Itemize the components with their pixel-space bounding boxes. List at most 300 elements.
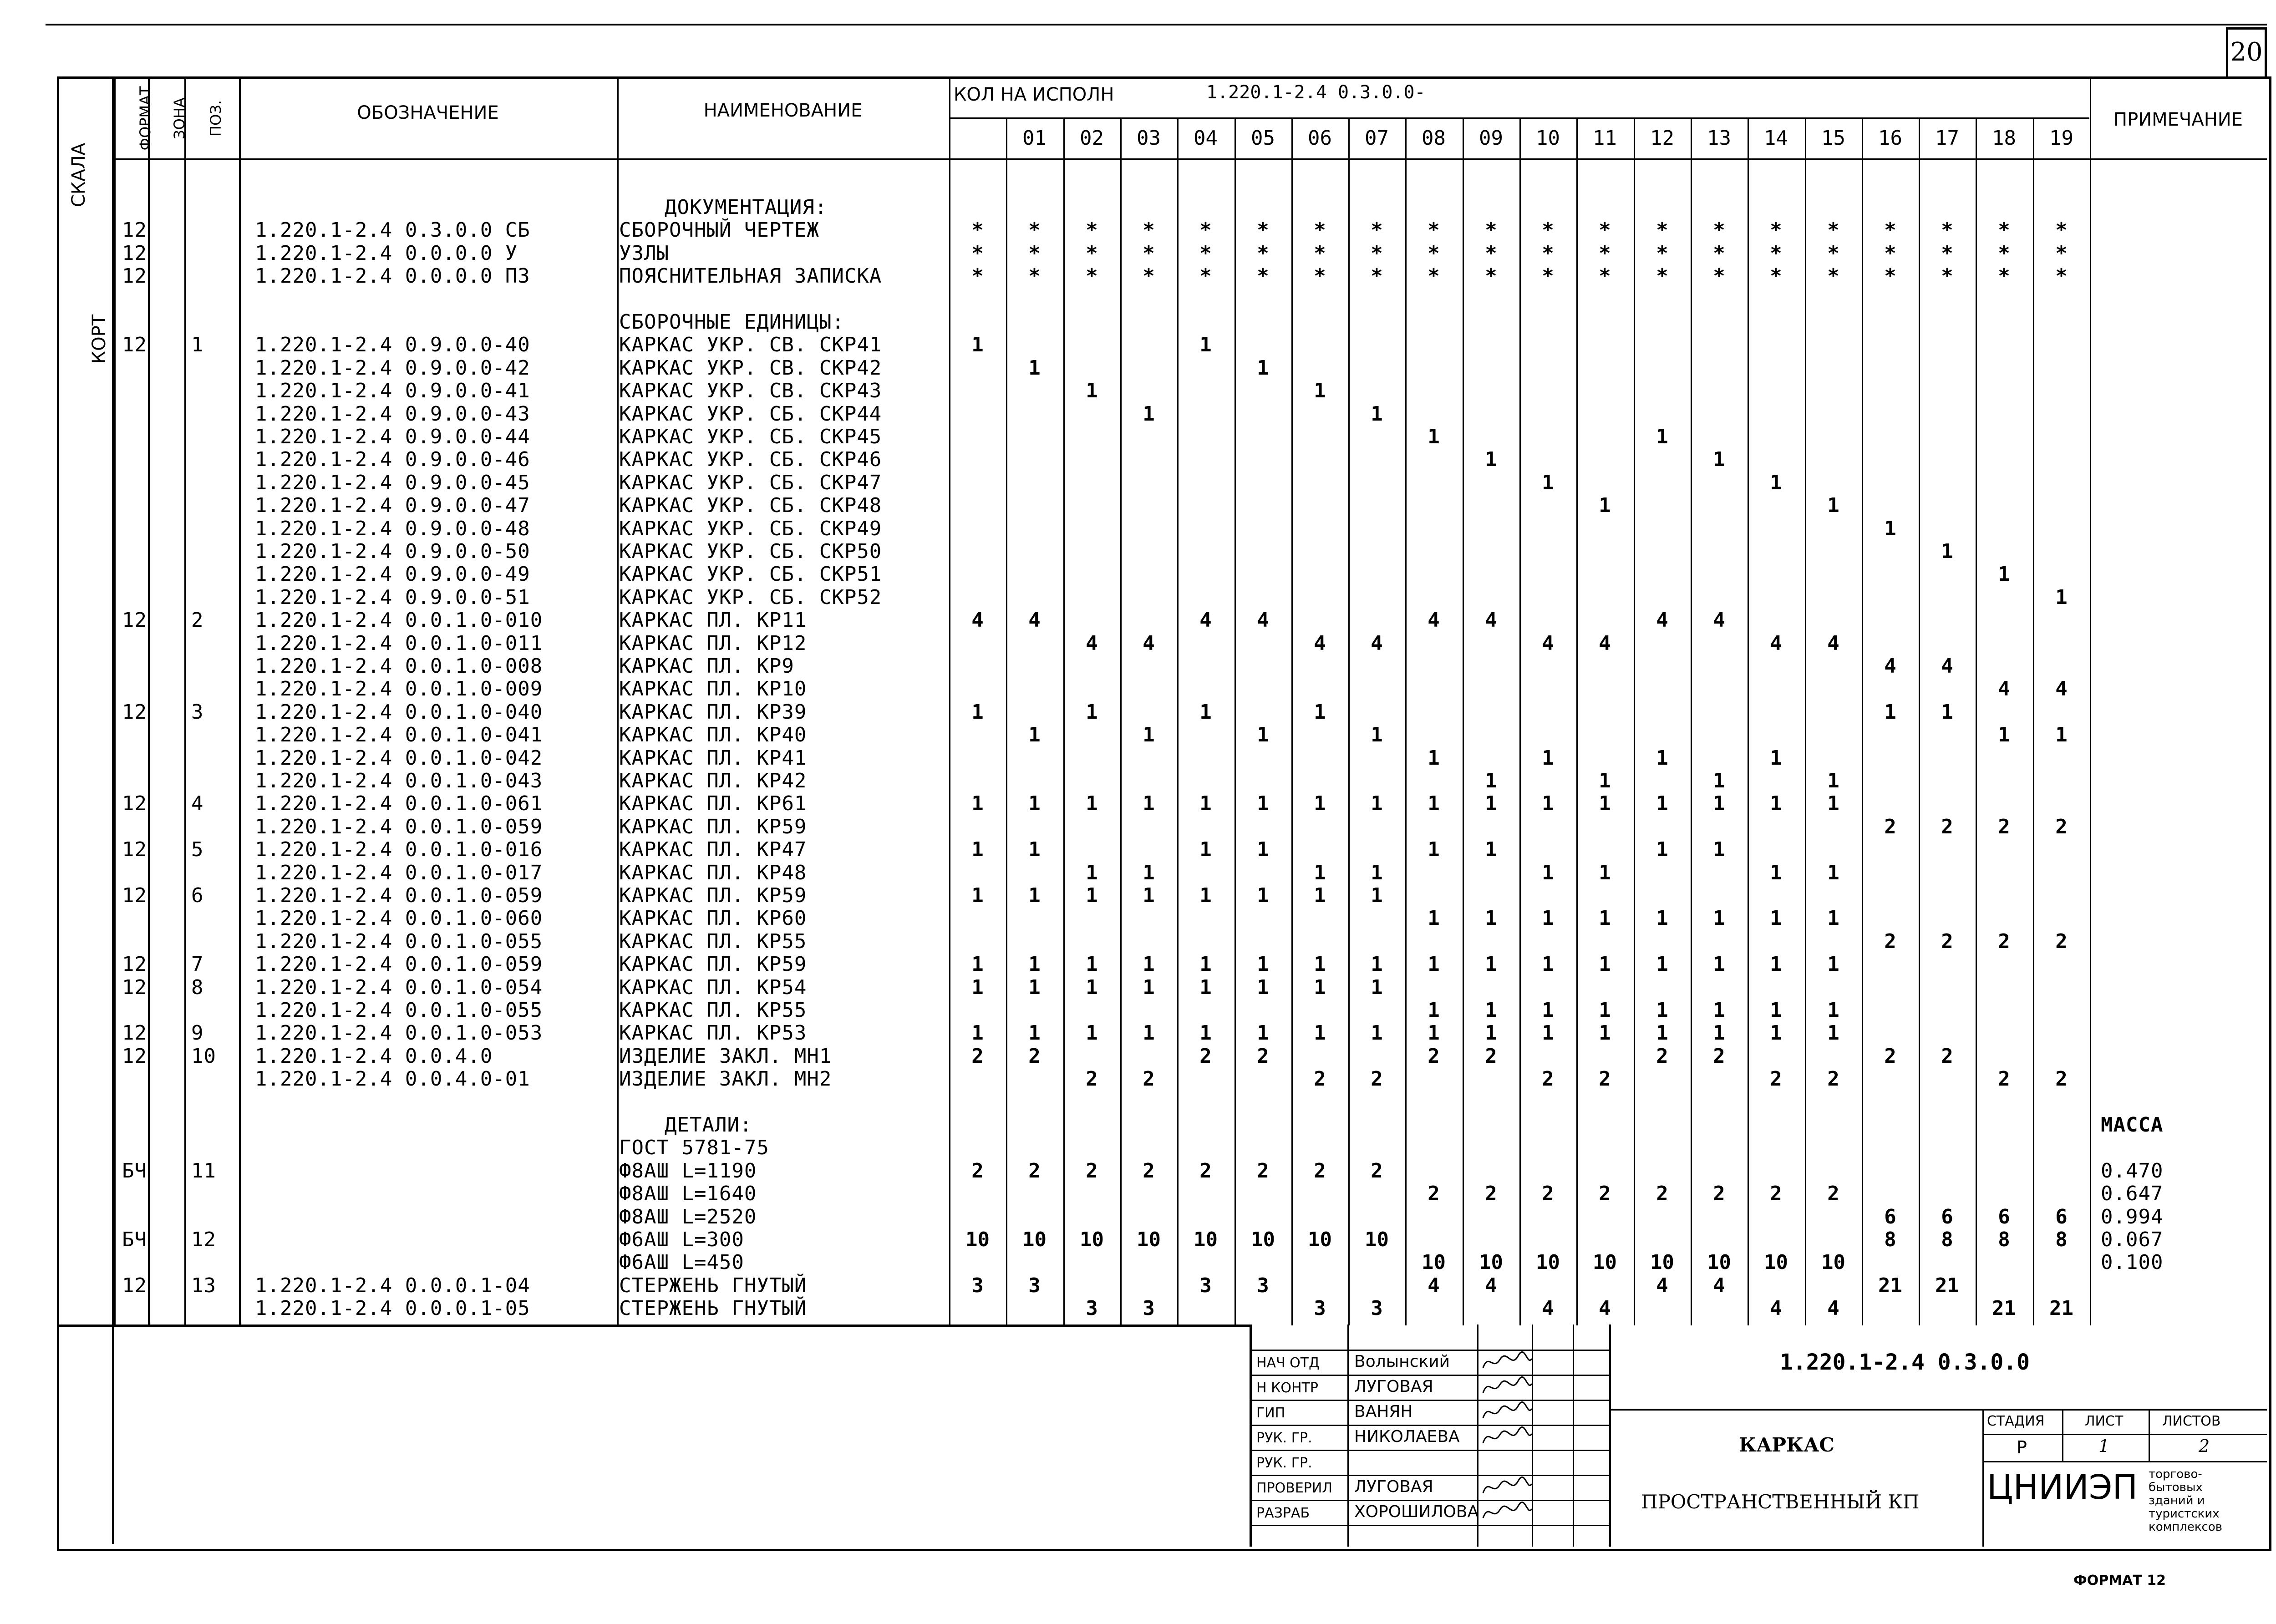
qty-cell: * [1143,218,1155,242]
row-designation: 1.220.1-2.4 0.9.0.0-47 [255,494,530,517]
qty-cell: 1 [1143,976,1155,999]
qty-cell: 10 [1194,1228,1218,1251]
row-designation: 1.220.1-2.4 0.0.1.0-016 [255,838,543,861]
qty-cell: * [1428,242,1440,265]
qty-cell: 1 [1028,953,1041,976]
qty-cell: 2 [1371,1067,1383,1091]
qty-cell: 2 [1314,1159,1326,1182]
header-note: ПРИМЕЧАНИЕ [2113,109,2243,130]
left-margin [55,78,114,1544]
qty-cell: 1 [1770,999,1782,1022]
row-name: СТЕРЖЕНЬ ГНУТЫЙ [619,1297,807,1320]
qty-cell: 1 [1314,379,1326,402]
qty-cell: * [1998,218,2010,242]
qty-cell: 1 [1827,999,1839,1022]
org-description-line: зданий и [2149,1494,2205,1507]
qty-cell: 1 [1086,953,1098,976]
qty-cell: 1 [1257,356,1269,380]
qty-cell: * [1713,218,1725,242]
qty-cell: * [971,242,984,265]
row-name: Ф8АШ L=2520 [619,1205,757,1228]
qty-cell: 1 [1656,746,1668,770]
qty-cell: * [1542,242,1554,265]
qty-cell: * [1656,218,1668,242]
qty-cell: 21 [1935,1274,1959,1297]
qty-cell: 1 [1713,1021,1725,1045]
qty-cell: 2 [971,1045,984,1068]
qty-cell: 2 [1428,1045,1440,1068]
qty-cell: 1 [1257,976,1269,999]
variant-header: 11 [1593,127,1617,150]
qty-cell: 1 [1314,700,1326,724]
qty-cell: 1 [1371,1021,1383,1045]
qty-cell: 1 [1656,792,1668,815]
qty-cell: 1 [1542,861,1554,884]
qty-cell: 1 [1199,333,1212,356]
qty-cell: 1 [1143,861,1155,884]
qty-cell: * [1028,242,1041,265]
qty-cell: 1 [1371,976,1383,999]
qty-cell: 3 [1028,1274,1041,1297]
qty-cell: * [1028,264,1041,288]
qty-cell: 10 [1479,1251,1503,1274]
qty-cell: 2 [1884,930,1896,953]
qty-cell: 1 [1713,769,1725,792]
top-rule [46,24,2267,25]
qty-cell: * [1371,218,1383,242]
qty-cell: 1 [1199,700,1212,724]
qty-cell: * [2055,242,2068,265]
signature [1479,1426,1534,1448]
qty-cell: * [1713,264,1725,288]
row-name: КАРКАС ПЛ. КР10 [619,677,807,700]
qty-cell: 4 [1713,1274,1725,1297]
qty-cell: 1 [1257,1021,1269,1045]
signer-name: ХОРОШИЛОВА [1354,1502,1479,1521]
qty-cell: 1 [1542,907,1554,930]
qty-cell: 1 [1713,448,1725,471]
row-name: ПОЯСНИТЕЛЬНАЯ ЗАПИСКА [619,264,882,288]
row-name: Ф8АШ L=1190 [619,1159,757,1182]
page-number-box: 20 [2226,27,2267,76]
row-name: КАРКАС ПЛ. КР11 [619,609,807,632]
sheet-label: ЛИСТ [2085,1413,2124,1429]
qty-cell: 1 [1028,356,1041,380]
row-name: КАРКАС ПЛ. КР59 [619,953,807,976]
qty-cell: * [1485,242,1497,265]
qty-cell: 1 [1199,976,1212,999]
row-designation: 1.220.1-2.4 0.0.1.0-042 [255,746,543,770]
qty-cell: 3 [1199,1274,1212,1297]
row-designation: 1.220.1-2.4 0.0.1.0-059 [255,884,543,907]
qty-cell: 2 [1542,1182,1554,1205]
qty-cell: * [1199,264,1212,288]
org-description-line: торгово- [2149,1467,2202,1481]
signer-role: Н КОНТР [1256,1380,1318,1396]
row-name: ДЕТАЛИ: [665,1113,752,1137]
qty-cell: 2 [1827,1182,1839,1205]
qty-cell: 1 [1028,976,1041,999]
qty-cell: 1 [1485,953,1497,976]
qty-cell: 1 [1485,1021,1497,1045]
qty-cell: * [2055,264,2068,288]
qty-cell: 1 [1371,402,1383,426]
stage-label: СТАДИЯ [1987,1413,2045,1429]
qty-cell: 1 [1827,907,1839,930]
qty-cell: 4 [1086,632,1098,655]
row-name: КАРКАС ПЛ. КР60 [619,907,807,930]
row-name: КАРКАС УКР. СБ. СКР48 [619,494,882,517]
qty-cell: 1 [1485,999,1497,1022]
row-designation: 1.220.1-2.4 0.0.1.0-059 [255,815,543,838]
qty-cell: * [1827,264,1839,288]
qty-cell: 10 [1764,1251,1788,1274]
row-format: 12 [122,792,147,815]
row-designation: 1.220.1-2.4 0.0.4.0-01 [255,1067,530,1091]
qty-cell: 1 [1827,792,1839,815]
qty-cell: * [1713,242,1725,265]
qty-cell: 2 [1143,1067,1155,1091]
qty-cell: 1 [1884,700,1896,724]
qty-cell: 2 [1485,1045,1497,1068]
row-designation: 1.220.1-2.4 0.0.0.0 ПЗ [255,264,530,288]
row-name: КАРКАС ПЛ. КР61 [619,792,807,815]
qty-cell: 1 [1143,402,1155,426]
qty-cell: 4 [1542,1297,1554,1320]
row-designation: 1.220.1-2.4 0.0.1.0-008 [255,655,543,678]
qty-cell: 4 [1998,677,2010,700]
qty-cell: 10 [1137,1228,1161,1251]
variant-header: 12 [1650,127,1674,150]
row-name: КАРКАС УКР. СБ. СКР50 [619,540,882,563]
qty-cell: 1 [1827,861,1839,884]
sheet-value: 1 [2098,1436,2110,1456]
variant-header: 07 [1365,127,1389,150]
qty-cell: 4 [1656,1274,1668,1297]
margin-label-b: КОРТ [89,314,110,364]
row-name: КАРКАС УКР. СБ. СКР51 [619,563,882,586]
row-pos: 3 [191,700,204,724]
row-name: КАРКАС УКР. СВ. СКР43 [619,379,882,402]
qty-cell: 1 [1428,953,1440,976]
qty-cell: 1 [1143,723,1155,746]
qty-cell: 10 [1308,1228,1332,1251]
qty-cell: 6 [2055,1205,2068,1228]
qty-cell: 21 [2049,1297,2073,1320]
header-qty-code: 1.220.1-2.4 0.3.0.0- [1206,82,1426,103]
qty-cell: 1 [1656,907,1668,930]
qty-cell: 1 [1713,999,1725,1022]
qty-cell: 1 [1998,723,2010,746]
header-designation: ОБОЗНАЧЕНИЕ [357,102,499,123]
org-description-line: бытовых [2149,1481,2203,1494]
qty-cell: 1 [1257,792,1269,815]
row-note: 0.470 [2101,1159,2164,1182]
qty-cell: 1 [1599,861,1611,884]
row-designation: 1.220.1-2.4 0.0.1.0-055 [255,930,543,953]
qty-cell: 1 [1028,884,1041,907]
qty-cell: * [1143,242,1155,265]
qty-cell: 1 [1542,792,1554,815]
qty-cell: 2 [1884,1045,1896,1068]
row-name: СБОРОЧНЫЕ ЕДИНИЦЫ: [619,310,844,334]
qty-cell: 1 [1314,861,1326,884]
qty-cell: 1 [1542,953,1554,976]
qty-cell: 10 [1593,1251,1617,1274]
row-designation: 1.220.1-2.4 0.0.1.0-055 [255,999,543,1022]
qty-cell: 2 [1199,1045,1212,1068]
qty-cell: * [1371,242,1383,265]
row-pos: 9 [191,1021,204,1045]
qty-cell: 1 [1770,907,1782,930]
qty-cell: 1 [1428,1021,1440,1045]
row-format: 12 [122,976,147,999]
row-designation: 1.220.1-2.4 0.9.0.0-46 [255,448,530,471]
row-pos: 2 [191,609,204,632]
qty-cell: 1 [971,976,984,999]
header-variant-rule [949,117,2089,119]
row-name: КАРКАС ПЛ. КР55 [619,930,807,953]
qty-cell: 1 [1428,425,1440,448]
qty-cell: 1 [1941,540,1953,563]
qty-cell: 4 [1770,632,1782,655]
qty-cell: * [971,264,984,288]
qty-cell: 1 [1028,1021,1041,1045]
row-name: КАРКАС ПЛ. КР40 [619,723,807,746]
qty-cell: 4 [1827,1297,1839,1320]
qty-cell: 1 [1770,471,1782,494]
qty-cell: 4 [1485,1274,1497,1297]
qty-cell: * [1941,242,1953,265]
row-name: КАРКАС ПЛ. КР47 [619,838,807,861]
qty-cell: 4 [1428,609,1440,632]
row-name: КАРКАС ПЛ. КР41 [619,746,807,770]
qty-cell: 2 [1998,930,2010,953]
row-designation: 1.220.1-2.4 0.0.1.0-010 [255,609,543,632]
qty-cell: 4 [1314,632,1326,655]
row-name: КАРКАС ПЛ. КР54 [619,976,807,999]
row-name: КАРКАС ПЛ. КР42 [619,769,807,792]
qty-cell: 1 [1086,1021,1098,1045]
qty-cell: 4 [1485,609,1497,632]
row-designation: 1.220.1-2.4 0.9.0.0-45 [255,471,530,494]
qty-cell: 1 [1827,953,1839,976]
row-designation: 1.220.1-2.4 0.0.1.0-054 [255,976,543,999]
qty-cell: 1 [1086,884,1098,907]
qty-cell: 1 [1143,1021,1155,1045]
qty-cell: 1 [1599,953,1611,976]
row-name: УЗЛЫ [619,242,669,265]
org-description-line: туристских [2149,1507,2220,1521]
row-designation: 1.220.1-2.4 0.0.1.0-011 [255,632,543,655]
qty-cell: * [1485,218,1497,242]
row-designation: 1.220.1-2.4 0.0.1.0-009 [255,677,543,700]
qty-cell: 1 [1713,907,1725,930]
qty-cell: 2 [1086,1067,1098,1091]
qty-cell: 6 [1941,1205,1953,1228]
qty-cell: 1 [1998,563,2010,586]
qty-cell: 10 [965,1228,990,1251]
qty-cell: 1 [971,953,984,976]
row-name: КАРКАС ПЛ. КР9 [619,655,794,678]
qty-cell: * [1542,264,1554,288]
qty-cell: * [1599,264,1611,288]
row-designation: 1.220.1-2.4 0.0.1.0-059 [255,953,543,976]
qty-cell: 1 [1199,1021,1212,1045]
row-format: 12 [122,700,147,724]
signature [1479,1350,1534,1373]
row-note: 0.994 [2101,1205,2164,1228]
row-note: 0.100 [2101,1251,2164,1274]
qty-cell: 1 [1713,838,1725,861]
qty-cell: 1 [1086,976,1098,999]
qty-cell: 2 [1028,1159,1041,1182]
qty-cell: 1 [1599,792,1611,815]
qty-cell: * [1770,242,1782,265]
qty-cell: 4 [1143,632,1155,655]
qty-cell: 1 [1199,838,1212,861]
row-pos: 7 [191,953,204,976]
qty-cell: 1 [1028,792,1041,815]
qty-cell: 1 [1199,884,1212,907]
qty-cell: * [1143,264,1155,288]
qty-cell: * [1656,264,1668,288]
qty-cell: 8 [1998,1228,2010,1251]
row-note: 0.647 [2101,1182,2164,1205]
qty-cell: 1 [1428,792,1440,815]
signer-name: ЛУГОВАЯ [1354,1377,1433,1396]
qty-cell: * [971,218,984,242]
qty-cell: 2 [2055,1067,2068,1091]
qty-cell: 2 [1428,1182,1440,1205]
row-pos: 5 [191,838,204,861]
qty-cell: 8 [1941,1228,1953,1251]
qty-cell: * [1314,242,1326,265]
org-description [2149,1468,2222,1534]
qty-cell: 1 [1485,792,1497,815]
qty-cell: 2 [1941,815,1953,838]
qty-cell: 1 [971,792,984,815]
variant-header: 13 [1707,127,1731,150]
qty-cell: 1 [1713,953,1725,976]
row-name: ГОСТ 5781-75 [619,1136,769,1159]
qty-cell: * [1884,264,1896,288]
title-line-1: КАРКАС [1739,1434,1834,1456]
qty-cell: 2 [1656,1045,1668,1068]
table-bottom-rule [57,1325,1250,1327]
signer-name: ЛУГОВАЯ [1354,1477,1433,1496]
qty-cell: 2 [1827,1067,1839,1091]
qty-cell: 2 [1941,930,1953,953]
variant-header: 01 [1022,127,1047,150]
qty-cell: * [1314,264,1326,288]
qty-cell: 4 [1542,632,1554,655]
qty-cell: 10 [1821,1251,1845,1274]
qty-cell: 10 [1422,1251,1446,1274]
qty-cell: * [1884,242,1896,265]
qty-cell: * [1485,264,1497,288]
qty-cell: 1 [971,333,984,356]
signature [1479,1501,1534,1523]
qty-cell: * [1086,242,1098,265]
qty-cell: 1 [1485,907,1497,930]
qty-cell: 4 [1713,609,1725,632]
qty-cell: * [1086,218,1098,242]
qty-cell: 1 [1485,838,1497,861]
qty-cell: 4 [1827,632,1839,655]
qty-cell: * [1884,218,1896,242]
variant-header: 03 [1137,127,1161,150]
row-designation: 1.220.1-2.4 0.0.1.0-017 [255,861,543,884]
format-footer: ФОРМАТ 12 [2073,1573,2166,1588]
signer-role: РУК. ГР. [1256,1455,1312,1471]
qty-cell: 1 [1599,769,1611,792]
row-name: Ф6АШ L=450 [619,1251,744,1274]
qty-cell: 3 [971,1274,984,1297]
qty-cell: 1 [1257,953,1269,976]
row-pos: 4 [191,792,204,815]
row-designation: 1.220.1-2.4 0.9.0.0-40 [255,333,530,356]
qty-cell: 2 [2055,815,2068,838]
signature [1479,1401,1534,1423]
row-format: 12 [122,218,147,242]
qty-cell: 2 [1028,1045,1041,1068]
qty-cell: 4 [1599,632,1611,655]
qty-cell: 1 [1770,746,1782,770]
row-designation: 1.220.1-2.4 0.0.1.0-053 [255,1021,543,1045]
row-note: 0.067 [2101,1228,2164,1251]
row-designation: 1.220.1-2.4 0.9.0.0-43 [255,402,530,426]
qty-cell: * [1599,218,1611,242]
qty-cell: 1 [1371,723,1383,746]
qty-cell: 10 [1365,1228,1389,1251]
stage-value: Р [2017,1437,2027,1457]
qty-cell: 2 [971,1159,984,1182]
qty-cell: 2 [1770,1182,1782,1205]
variant-header: 06 [1308,127,1332,150]
doc-code: 1.220.1-2.4 0.3.0.0 [1780,1350,2030,1375]
qty-cell: * [1314,218,1326,242]
qty-cell: 1 [1542,999,1554,1022]
qty-cell: 1 [1656,1021,1668,1045]
qty-cell: 10 [1536,1251,1560,1274]
qty-cell: 1 [1542,1021,1554,1045]
qty-cell: 1 [1599,999,1611,1022]
qty-cell: * [1199,218,1212,242]
qty-cell: 1 [971,1021,984,1045]
signature [1479,1476,1534,1498]
qty-cell: 4 [1028,609,1041,632]
row-name: КАРКАС УКР. СБ. СКР52 [619,586,882,609]
row-format: 12 [122,333,147,356]
org-description-line: комплексов [2149,1520,2223,1534]
qty-cell: 1 [1656,425,1668,448]
qty-cell: 1 [1314,1021,1326,1045]
row-designation: 1.220.1-2.4 0.0.1.0-061 [255,792,543,815]
qty-cell: 2 [1257,1045,1269,1068]
qty-cell: 10 [1080,1228,1104,1251]
qty-cell: 1 [1827,769,1839,792]
qty-cell: 3 [1086,1297,1098,1320]
qty-cell: 2 [1485,1182,1497,1205]
qty-cell: 1 [1599,494,1611,517]
row-format: 12 [122,1021,147,1045]
qty-cell: 3 [1257,1274,1269,1297]
qty-cell: 1 [1143,792,1155,815]
row-format: БЧ [122,1159,147,1182]
row-designation: 1.220.1-2.4 0.0.0.1-05 [255,1297,530,1320]
qty-cell: 8 [1884,1228,1896,1251]
